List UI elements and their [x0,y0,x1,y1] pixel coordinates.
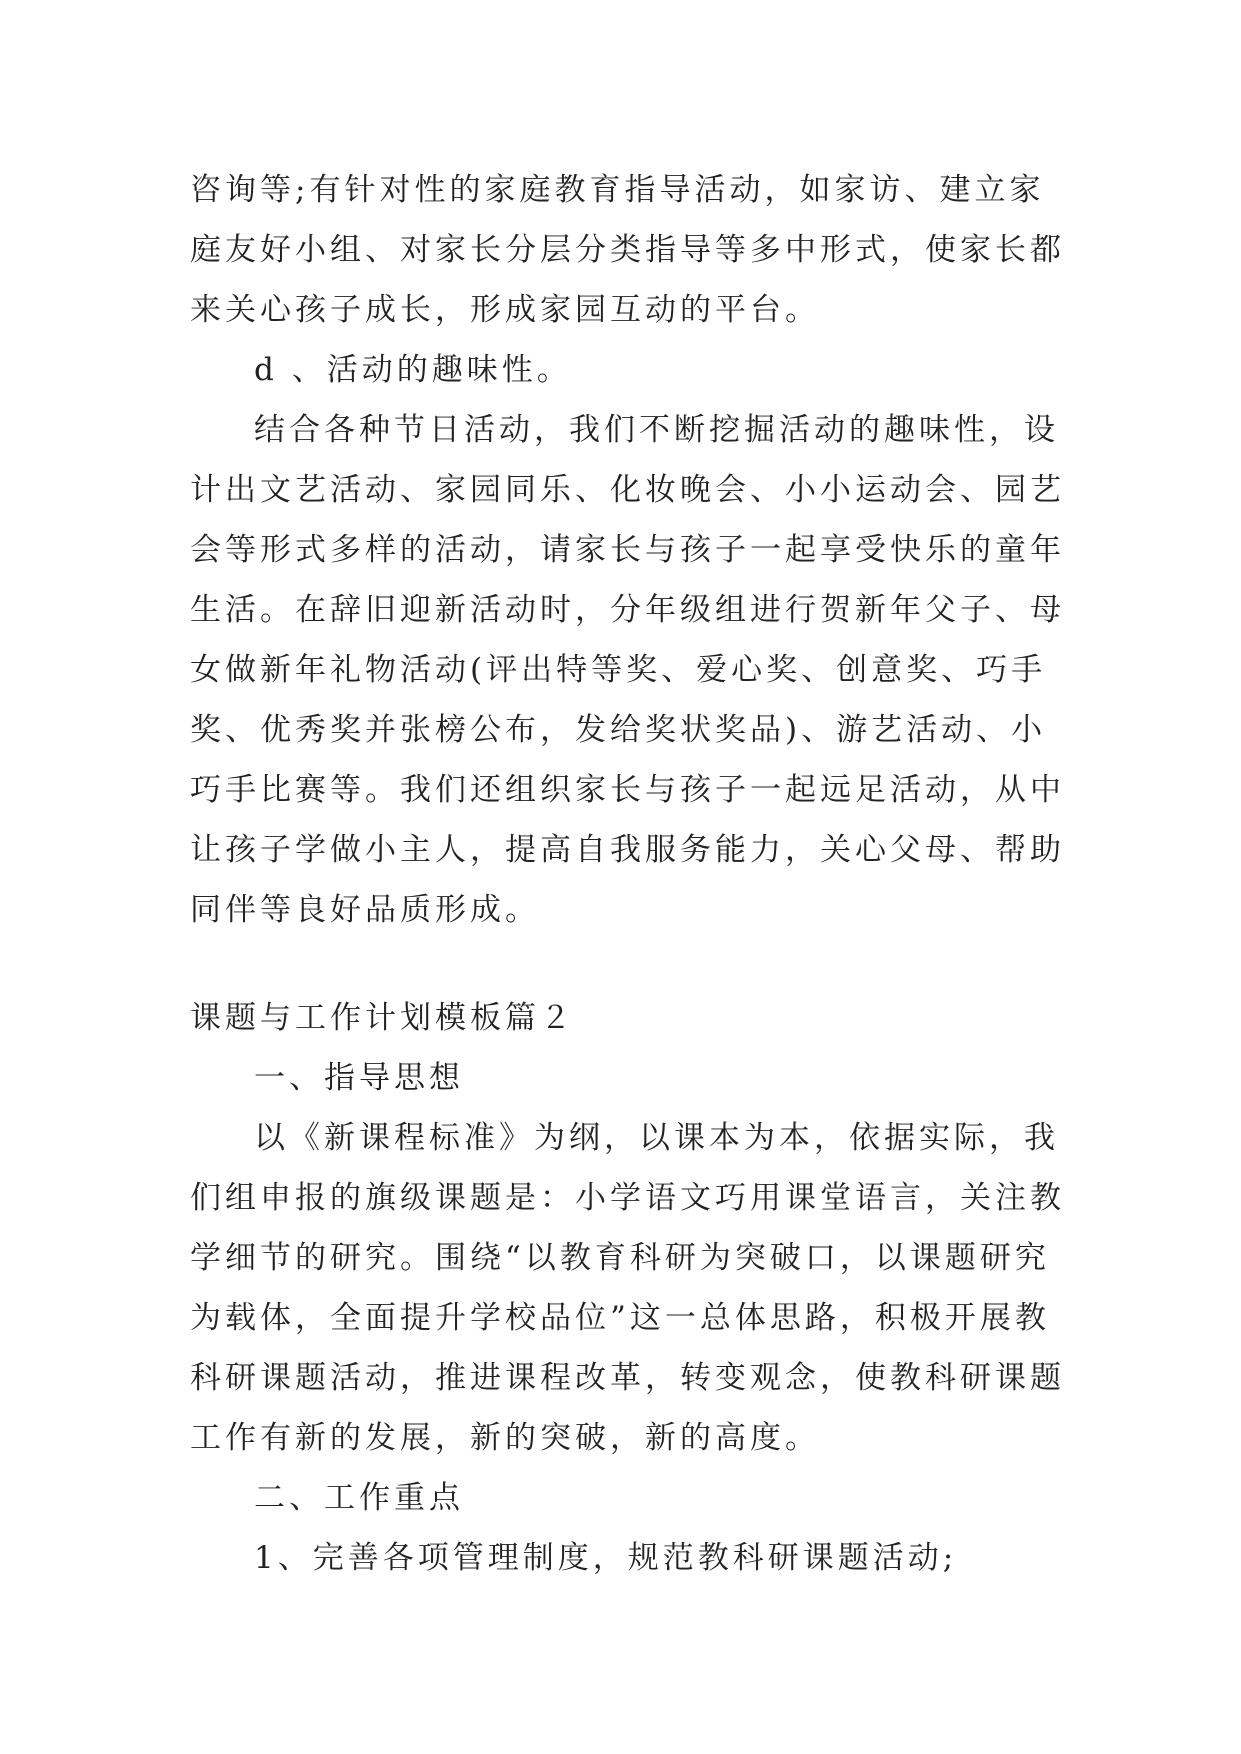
subheading-work-focus: 二、工作重点 [254,1480,464,1516]
subheading-activity-fun: d 、活动的趣味性。 [254,352,572,388]
section-title: 课题与工作计划模板篇２ [190,1000,575,1036]
section-spacer [190,940,1070,988]
list-item-work-focus-1: 1、完善各项管理制度，规范教科研课题活动; [254,1540,958,1576]
paragraph-home-guidance: 咨询等;有针对性的家庭教育指导活动，如家访、建立家庭友好小组、对家长分层分类指导等多中形式，使家长都来关心孩子成长，形成家园互动的平台。 [190,172,1065,328]
document-body [190,160,1070,1588]
paragraph-festival-activities: 结合各种节日活动，我们不断挖掘活动的趣味性，设计出文艺活动、家园同乐、化妆晚会、小小运动会、园艺会等形式多样的活动，请家长与孩子一起享受快乐的童年生活。在辞旧迎新活动时，分年级组进行贺新年父子、母女做新年礼物活动(评出特等奖、爱心奖、创意奖、巧手奖、优秀奖并张榜公布，发给奖状奖品)、游艺活动、小巧手比赛等。我们还组织家长与孩子一起远足活动，从中让孩子学做小主人，提高自我服务能力，关心父母、帮助同伴等良好品质形成。 [190,412,1065,928]
subheading-guiding-ideology: 一、指导思想 [254,1060,464,1096]
paragraph-guiding-ideology: 以《新课程标准》为纲，以课本为本，依据实际，我们组申报的旗级课题是：小学语文巧用课堂语言，关注教学细节的研究。围绕“以教育科研为突破口，以课题研究为载体，全面提升学校品位”这一总体思路，积极开展教科研课题活动，推进课程改革，转变观念，使教科研课题工作有新的发展，新的突破，新的高度。 [190,1120,1065,1456]
